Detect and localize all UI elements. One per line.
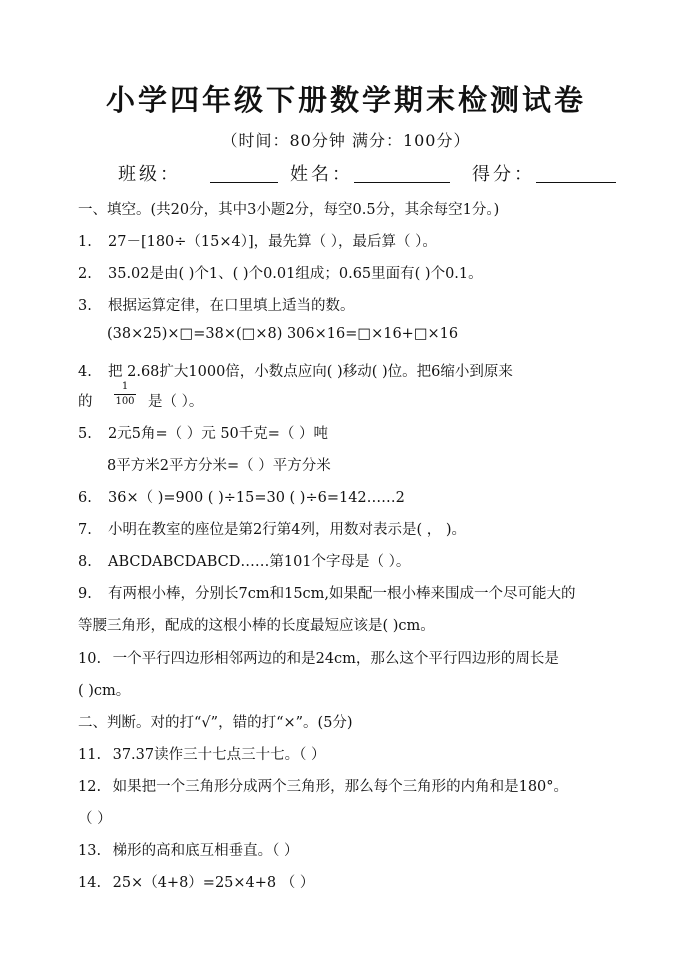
question-3-equations: (38×25)×□=38×(□×8) 306×16=□×16+□×16 (107, 326, 459, 342)
fraction-one-hundredth (114, 381, 136, 408)
question-12: 12. 如果把一个三角形分成两个三角形，那么每个三角形的内角和是180°。 (78, 779, 569, 795)
question-11: 11. 37.37读作三十七点三十七。（ ） (78, 747, 326, 763)
fraction-bar (114, 394, 136, 395)
question-3: 3. 根据运算定律，在口里填上适当的数。 (78, 298, 355, 314)
question-4-continued: 是（ ）。 (148, 394, 204, 410)
score-blank[interactable] (536, 182, 616, 183)
question-10: 10. 一个平行四边形相邻两边的和是24cm，那么这个平行四边形的周长是 (78, 651, 559, 667)
question-4-prefix: 的 (78, 394, 93, 410)
page-title: 小学四年级下册数学期末检测试卷 (105, 83, 586, 117)
question-9-continued: 等腰三角形，配成的这根小棒的长度最短应该是( )cm。 (78, 618, 435, 634)
question-5: 5. 2元5角=（ ）元 50千克=（ ）吨 (78, 426, 329, 442)
exam-subtitle: （时间：80分钟 满分：100分） (221, 131, 471, 150)
question-12-answer: （ ） (78, 811, 112, 827)
question-14: 14. 25×（4+8）=25×4+8 （ ） (78, 875, 315, 891)
question-8: 8. ABCDABCDABCD……第101个字母是（ ）。 (78, 554, 411, 570)
fraction-denominator: 100 (115, 396, 135, 407)
question-2: 2. 35.02是由( )个1、( )个0.01组成；0.65里面有( )个0.1。 (78, 266, 483, 282)
score-label: 得分： (472, 164, 535, 185)
question-7: 7. 小明在教室的座位是第2行第4列，用数对表示是( ， )。 (78, 522, 466, 538)
question-9: 9. 有两根小棒，分别长7cm和15cm,如果配一根小棒来围成一个尽可能大的 (78, 586, 576, 602)
name-label: 姓名： (290, 164, 353, 185)
class-label: 班级： (118, 164, 181, 185)
fraction-numerator: 1 (121, 381, 129, 392)
question-4: 4. 把 2.68扩大1000倍，小数点应向( )移动( )位。把6缩小到原来 (78, 364, 513, 380)
question-5-continued: 8平方米2平方分米=（ ）平方分米 (107, 458, 331, 474)
section-heading-fill-in: 一、填空。(共20分，其中3小题2分，每空0.5分，其余每空1分。) (78, 202, 500, 218)
question-1: 1. 27－[180÷（15×4）]，最先算（ ），最后算（ ）。 (78, 234, 437, 250)
section-heading-true-false: 二、判断。对的打“√”，错的打“×”。(5分) (78, 715, 353, 731)
question-10-continued: ( )cm。 (78, 683, 131, 699)
question-13: 13. 梯形的高和底互相垂直。（ ） (78, 843, 299, 859)
name-blank[interactable] (354, 182, 450, 183)
question-6: 6. 36×（ )=900 ( )÷15=30 ( )÷6=142……2 (78, 490, 405, 506)
class-blank[interactable] (210, 182, 278, 183)
